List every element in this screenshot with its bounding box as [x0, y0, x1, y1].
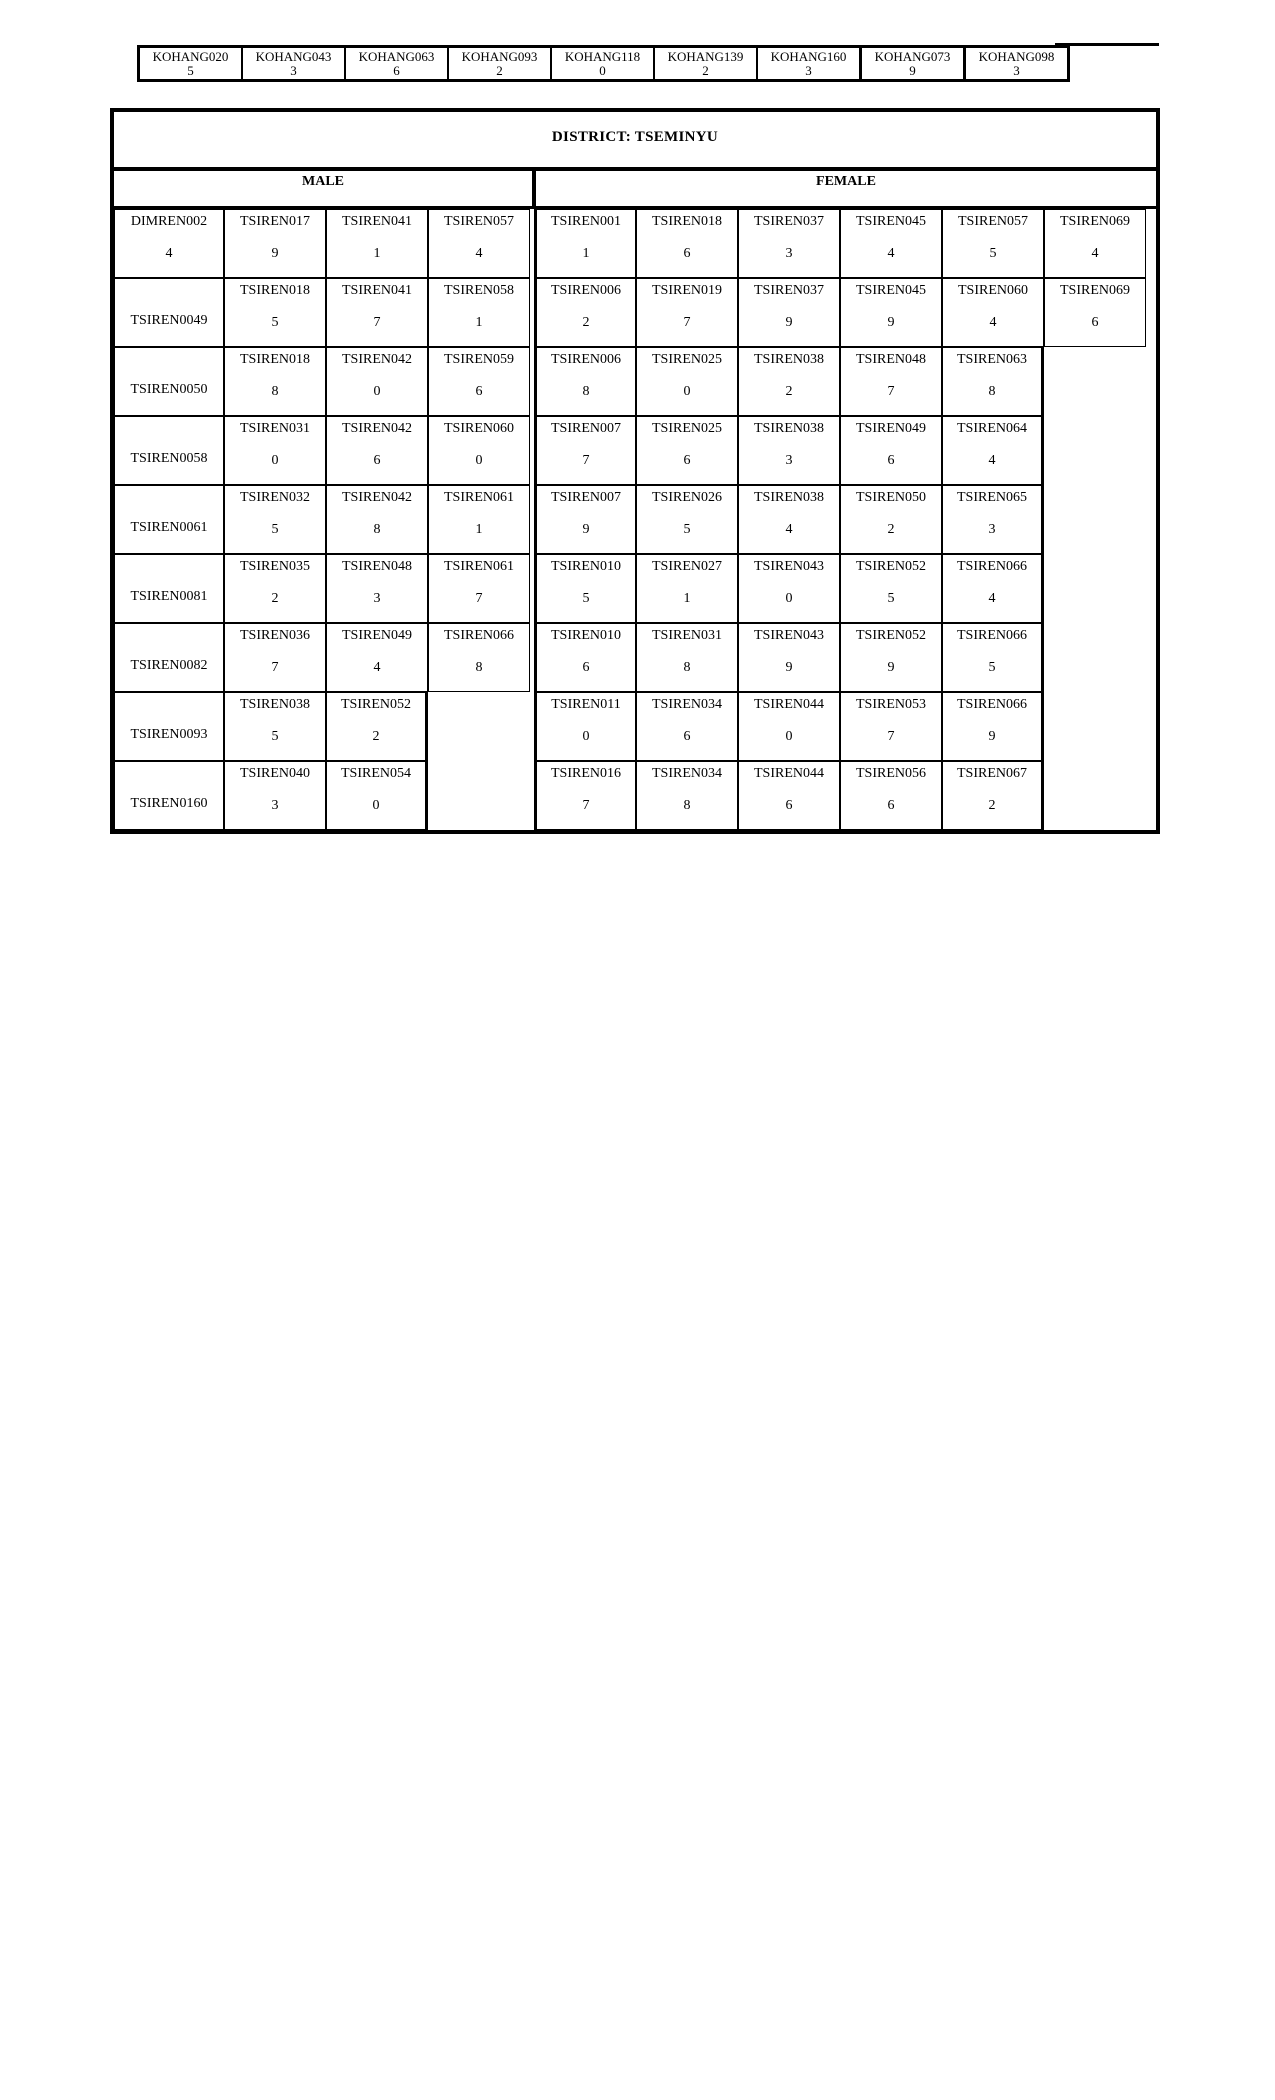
row-id-cell	[114, 623, 224, 692]
female-cell	[534, 623, 636, 692]
male-cell	[326, 209, 428, 278]
cell-code: TSIREN065	[957, 490, 1027, 505]
male-cell	[428, 416, 530, 485]
female-cell	[840, 692, 942, 761]
row-id-cell	[114, 554, 224, 623]
cell-digit: 9	[988, 729, 996, 744]
cell-digit: 7	[582, 798, 590, 813]
cell-code: TSIREN057	[958, 214, 1028, 229]
cell-code: TSIREN052	[856, 559, 926, 574]
cell-digit: 0	[582, 729, 590, 744]
cell-digit: 6	[1091, 315, 1099, 330]
cell-code: TSIREN034	[652, 766, 722, 781]
cell-digit: 6	[887, 798, 895, 813]
cell-digit: 9	[887, 315, 895, 330]
female-cell	[534, 416, 636, 485]
cell-code: TSIREN038	[754, 490, 824, 505]
female-cell	[942, 416, 1044, 485]
female-cell	[942, 623, 1044, 692]
male-cell	[326, 623, 428, 692]
cell-digit: 4	[475, 246, 483, 261]
cell-code: TSIREN053	[856, 697, 926, 712]
female-cell	[738, 278, 840, 347]
cell-digit: 8	[683, 798, 691, 813]
kohang-digit: 3	[805, 62, 812, 78]
cell-digit: 1	[582, 246, 590, 261]
cell-code: TSIREN0081	[130, 589, 208, 604]
district-table	[110, 108, 1160, 834]
cell-code: TSIREN043	[754, 559, 824, 574]
cell-digit: 9	[582, 522, 590, 537]
cell-code: TSIREN0082	[130, 658, 208, 673]
cell-code: TSIREN041	[342, 283, 412, 298]
cell-code: TSIREN026	[652, 490, 722, 505]
female-cell	[738, 416, 840, 485]
male-cell	[224, 692, 326, 761]
cell-code: TSIREN059	[444, 352, 514, 367]
cell-code: TSIREN0058	[130, 451, 208, 466]
cell-digit: 1	[475, 315, 483, 330]
cell-code: TSIREN0093	[130, 727, 208, 742]
kohang-digit: 0	[599, 62, 606, 78]
cell-digit: 2	[887, 522, 895, 537]
cell-code: TSIREN031	[652, 628, 722, 643]
cell-code: TSIREN007	[551, 421, 621, 436]
cell-digit: 0	[475, 453, 483, 468]
cell-code: TSIREN061	[444, 559, 514, 574]
female-cell	[534, 554, 636, 623]
female-cell	[738, 347, 840, 416]
cell-code: TSIREN064	[957, 421, 1027, 436]
cell-code: TSIREN017	[240, 214, 310, 229]
cell-digit: 6	[582, 660, 590, 675]
cell-code: TSIREN031	[240, 421, 310, 436]
cell-digit: 7	[582, 453, 590, 468]
cell-code: TSIREN066	[957, 697, 1027, 712]
female-cell	[534, 278, 636, 347]
female-cell	[840, 485, 942, 554]
cell-code: TSIREN011	[551, 697, 621, 712]
row-id-cell	[114, 692, 224, 761]
cell-code: TSIREN001	[551, 214, 621, 229]
cell-code: TSIREN006	[551, 352, 621, 367]
cell-digit: 0	[373, 384, 381, 399]
row-id-cell	[114, 278, 224, 347]
male-cell	[224, 554, 326, 623]
cell-code: TSIREN010	[551, 559, 621, 574]
cell-code: TSIREN054	[341, 766, 411, 781]
cell-code: TSIREN025	[652, 352, 722, 367]
female-cell	[636, 554, 738, 623]
cell-digit: 9	[887, 660, 895, 675]
male-cell	[428, 485, 530, 554]
cell-code: TSIREN038	[240, 697, 310, 712]
kohang-code: KOHANG093	[461, 48, 538, 64]
cell-digit: 8	[373, 522, 381, 537]
cell-code: TSIREN018	[240, 283, 310, 298]
female-cell	[636, 416, 738, 485]
cell-digit: 1	[373, 246, 381, 261]
cell-code: TSIREN066	[957, 628, 1027, 643]
male-cell	[326, 554, 428, 623]
cell-digit: 9	[271, 246, 279, 261]
female-cell	[942, 278, 1044, 347]
kohang-digit: 6	[393, 62, 400, 78]
cell-code: TSIREN058	[444, 283, 514, 298]
male-cell	[326, 347, 428, 416]
cell-digit: 4	[887, 246, 895, 261]
cell-digit: 7	[271, 660, 279, 675]
female-cell	[738, 485, 840, 554]
female-cell	[840, 347, 942, 416]
male-cell	[224, 761, 326, 830]
cell-digit: 1	[475, 522, 483, 537]
cell-digit: 1	[683, 591, 691, 606]
cell-code: TSIREN040	[240, 766, 310, 781]
cell-digit: 4	[373, 660, 381, 675]
female-cell	[636, 692, 738, 761]
cell-code: TSIREN0050	[130, 382, 208, 397]
kohang-code: KOHANG020	[152, 48, 229, 64]
cell-digit: 0	[271, 453, 279, 468]
female-cell	[738, 623, 840, 692]
cell-code: TSIREN042	[342, 421, 412, 436]
kohang-strip-row	[137, 45, 1070, 82]
cell-code: TSIREN032	[240, 490, 310, 505]
cell-digit: 7	[373, 315, 381, 330]
cell-code: TSIREN006	[551, 283, 621, 298]
female-cell	[534, 485, 636, 554]
kohang-cell	[861, 48, 966, 79]
cell-digit: 4	[1091, 246, 1099, 261]
female-cell	[942, 554, 1044, 623]
cell-code: TSIREN066	[444, 628, 514, 643]
cell-code: TSIREN016	[551, 766, 621, 781]
cell-digit: 6	[373, 453, 381, 468]
female-cell	[534, 692, 636, 761]
row-id-cell	[114, 347, 224, 416]
cell-digit: 2	[988, 798, 996, 813]
cell-code: TSIREN048	[856, 352, 926, 367]
cell-digit: 8	[475, 660, 483, 675]
kohang-cell	[243, 48, 346, 79]
row-id-cell	[114, 761, 224, 830]
cell-digit: 7	[887, 729, 895, 744]
male-header: MALE	[114, 171, 536, 206]
male-cell	[224, 209, 326, 278]
cell-digit: 3	[785, 453, 793, 468]
cell-code: TSIREN052	[341, 697, 411, 712]
female-cell	[738, 209, 840, 278]
cell-digit: 2	[582, 315, 590, 330]
kohang-cell	[966, 48, 1070, 79]
female-cell	[534, 209, 636, 278]
male-cell	[326, 278, 428, 347]
male-cell	[224, 485, 326, 554]
district-title: DISTRICT: TSEMINYU	[114, 112, 1156, 171]
cell-digit: 6	[887, 453, 895, 468]
cell-code: TSIREN042	[342, 490, 412, 505]
kohang-code: KOHANG160	[770, 48, 847, 64]
cell-code: TSIREN056	[856, 766, 926, 781]
row-id-cell	[114, 209, 224, 278]
cell-code: TSIREN010	[551, 628, 621, 643]
female-cell	[840, 209, 942, 278]
female-cell	[636, 761, 738, 830]
cell-digit: 0	[785, 729, 793, 744]
cell-code: TSIREN049	[342, 628, 412, 643]
cell-code: TSIREN045	[856, 283, 926, 298]
kohang-digit: 9	[909, 62, 916, 78]
cell-digit: 9	[785, 660, 793, 675]
cell-digit: 0	[785, 591, 793, 606]
male-cell	[428, 623, 530, 692]
female-cell	[636, 347, 738, 416]
female-cell	[942, 485, 1044, 554]
female-cell	[534, 347, 636, 416]
male-cell	[224, 347, 326, 416]
kohang-code: KOHANG063	[358, 48, 435, 64]
cell-digit: 5	[271, 315, 279, 330]
cell-code: TSIREN066	[957, 559, 1027, 574]
cell-code: TSIREN035	[240, 559, 310, 574]
cell-digit: 8	[683, 660, 691, 675]
female-cell	[534, 761, 636, 830]
kohang-digit: 2	[702, 62, 709, 78]
cell-digit: 3	[373, 591, 381, 606]
cell-code: TSIREN0160	[130, 796, 208, 811]
cell-digit: 5	[271, 522, 279, 537]
kohang-cell	[140, 48, 243, 79]
kohang-digit: 5	[187, 62, 194, 78]
cell-digit: 5	[988, 660, 996, 675]
female-cell	[738, 692, 840, 761]
cell-digit: 4	[785, 522, 793, 537]
male-cell	[326, 692, 428, 761]
cell-digit: 2	[785, 384, 793, 399]
female-header: FEMALE	[816, 174, 876, 189]
kohang-cell	[655, 48, 758, 79]
cell-code: TSIREN0061	[130, 520, 208, 535]
cell-digit: 0	[372, 798, 380, 813]
female-cell	[636, 209, 738, 278]
cell-code: TSIREN069	[1060, 283, 1130, 298]
female-cell	[942, 209, 1044, 278]
cell-code: TSIREN045	[856, 214, 926, 229]
cell-digit: 2	[372, 729, 380, 744]
cell-code: TSIREN034	[652, 697, 722, 712]
male-cell	[428, 209, 530, 278]
cell-code: TSIREN041	[342, 214, 412, 229]
female-cell	[636, 485, 738, 554]
cell-code: TSIREN063	[957, 352, 1027, 367]
cell-digit: 3	[988, 522, 996, 537]
male-cell	[224, 623, 326, 692]
cell-digit: 4	[989, 315, 997, 330]
row-id-cell	[114, 485, 224, 554]
cell-code: TSIREN038	[754, 352, 824, 367]
female-cell	[636, 623, 738, 692]
cell-digit: 6	[785, 798, 793, 813]
cell-digit: 7	[683, 315, 691, 330]
cell-digit: 2	[271, 591, 279, 606]
cell-digit: 8	[582, 384, 590, 399]
kohang-code: KOHANG118	[564, 48, 641, 64]
cell-code: TSIREN050	[856, 490, 926, 505]
kohang-strip	[137, 45, 1070, 82]
cell-digit: 5	[582, 591, 590, 606]
female-cell	[1044, 278, 1146, 347]
kohang-code: KOHANG139	[667, 48, 744, 64]
cell-code: TSIREN0049	[130, 313, 208, 328]
cell-code: TSIREN057	[444, 214, 514, 229]
kohang-digit: 2	[496, 62, 503, 78]
male-cell	[224, 416, 326, 485]
cell-code: TSIREN043	[754, 628, 824, 643]
kohang-cell	[758, 48, 861, 79]
cell-code: TSIREN048	[342, 559, 412, 574]
male-cell	[326, 416, 428, 485]
cell-digit: 6	[683, 729, 691, 744]
cell-code: TSIREN037	[754, 283, 824, 298]
cell-code: TSIREN018	[240, 352, 310, 367]
cell-code: TSIREN027	[652, 559, 722, 574]
female-cell	[1044, 209, 1146, 278]
kohang-cell	[346, 48, 449, 79]
cell-digit: 5	[683, 522, 691, 537]
cell-digit: 8	[271, 384, 279, 399]
kohang-cell	[552, 48, 655, 79]
cell-digit: 7	[887, 384, 895, 399]
cell-digit: 3	[271, 798, 279, 813]
kohang-digit: 3	[290, 62, 297, 78]
kohang-code: KOHANG043	[255, 48, 332, 64]
cell-digit: 6	[683, 246, 691, 261]
kohang-code: KOHANG098	[978, 48, 1055, 64]
cell-code: TSIREN067	[957, 766, 1027, 781]
female-cell	[738, 554, 840, 623]
female-cell	[738, 761, 840, 830]
cell-digit: 4	[988, 591, 996, 606]
cell-digit: 5	[271, 729, 279, 744]
cell-digit: 6	[683, 453, 691, 468]
row-id-cell	[114, 416, 224, 485]
cell-code: DIMREN002	[130, 214, 208, 229]
cell-code: TSIREN061	[444, 490, 514, 505]
cell-code: TSIREN044	[754, 697, 824, 712]
cell-code: TSIREN060	[958, 283, 1028, 298]
gender-header-row	[114, 171, 1156, 209]
top-rule-line	[1055, 43, 1159, 46]
male-cell	[326, 761, 428, 830]
female-cell	[840, 278, 942, 347]
male-cell	[428, 278, 530, 347]
kohang-cell	[449, 48, 552, 79]
male-cell	[326, 485, 428, 554]
female-cell	[840, 554, 942, 623]
male-cell	[428, 347, 530, 416]
cell-code: TSIREN044	[754, 766, 824, 781]
cell-digit: 4	[988, 453, 996, 468]
female-cell	[942, 761, 1044, 830]
female-cell	[942, 347, 1044, 416]
cell-code: TSIREN007	[551, 490, 621, 505]
kohang-code: KOHANG073	[874, 48, 951, 64]
cell-code: TSIREN060	[444, 421, 514, 436]
cell-code: TSIREN038	[754, 421, 824, 436]
female-cell	[840, 416, 942, 485]
cell-digit: 3	[785, 246, 793, 261]
female-cell	[840, 761, 942, 830]
cell-code: TSIREN025	[652, 421, 722, 436]
cell-digit: 0	[683, 384, 691, 399]
kohang-digit: 3	[1013, 62, 1020, 78]
cell-code: TSIREN042	[342, 352, 412, 367]
cell-digit: 8	[988, 384, 996, 399]
cell-code: TSIREN037	[754, 214, 824, 229]
cell-code: TSIREN052	[856, 628, 926, 643]
male-cell	[428, 554, 530, 623]
cell-code: TSIREN049	[856, 421, 926, 436]
male-cell	[224, 278, 326, 347]
cell-code: TSIREN069	[1060, 214, 1130, 229]
female-cell	[840, 623, 942, 692]
cell-code: TSIREN036	[240, 628, 310, 643]
cell-code: TSIREN019	[652, 283, 722, 298]
cell-digit: 7	[475, 591, 483, 606]
cell-digit: 5	[989, 246, 997, 261]
female-cell	[942, 692, 1044, 761]
female-cell	[636, 278, 738, 347]
cell-digit: 5	[887, 591, 895, 606]
cell-digit: 6	[475, 384, 483, 399]
cell-digit: 9	[785, 315, 793, 330]
cell-digit: 4	[165, 246, 173, 261]
district-grid	[114, 209, 1156, 830]
cell-code: TSIREN018	[652, 214, 722, 229]
